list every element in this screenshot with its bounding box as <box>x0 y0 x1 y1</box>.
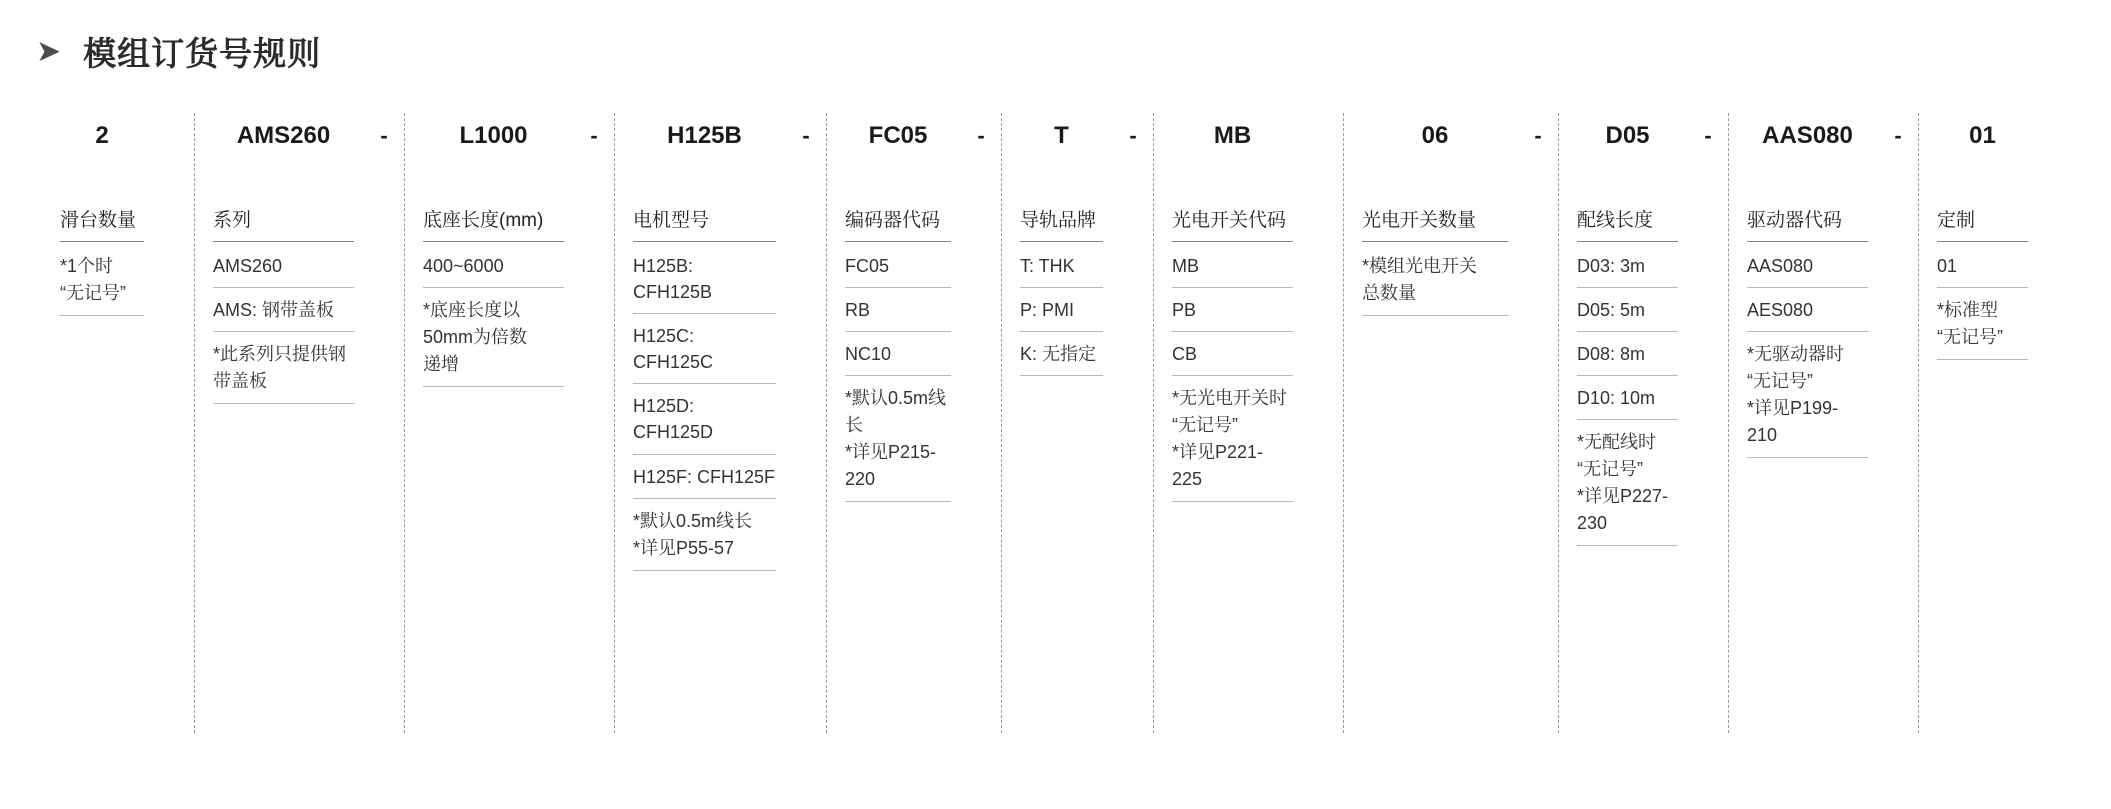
list-item: FC05 <box>845 244 951 288</box>
list-item: AMS: 钢带盖板 <box>213 288 354 332</box>
segment-notes <box>1172 376 1293 502</box>
list-item: AES080 <box>1747 288 1868 332</box>
segment-code: FC05 <box>868 122 928 149</box>
list-item: P: PMI <box>1020 288 1103 332</box>
note-line: *底座长度以 <box>423 300 521 321</box>
segment-items <box>1020 242 1103 376</box>
separator-dash: - <box>977 123 985 148</box>
segment-code: T <box>1054 122 1069 149</box>
segment-heading: 系列 <box>213 159 354 242</box>
separator-dash: - <box>1534 123 1542 148</box>
list-item: H125F: CFH125F <box>633 455 776 499</box>
list-item: CB <box>1172 332 1293 376</box>
list-item: T: THK <box>1020 244 1103 288</box>
segment-heading: 底座长度(mm) <box>423 159 564 242</box>
segment-items <box>845 242 951 502</box>
note-line: *标准型 <box>1937 300 1999 321</box>
note-line: *详见P227- <box>1577 486 1669 507</box>
segment-items <box>633 242 776 571</box>
segment-heading: 编码器代码 <box>845 159 951 242</box>
order-segment-cable-length <box>1558 113 1688 733</box>
order-segment-rail-brand <box>1001 113 1113 733</box>
list-item: D03: 3m <box>1577 244 1678 288</box>
list-item: AAS080 <box>1747 244 1868 288</box>
segment-heading: 滑台数量 <box>60 159 144 242</box>
segment-notes <box>845 376 951 502</box>
list-item: H125B: CFH125B <box>633 244 776 314</box>
arrow-icon: ➤ <box>36 34 62 68</box>
note-line: 225 <box>1172 469 1203 490</box>
segment-notes <box>1747 332 1868 458</box>
list-item: PB <box>1172 288 1293 332</box>
segment-notes <box>1362 244 1508 316</box>
note-line: 50mm为倍数 <box>423 327 528 348</box>
separator-dash: - <box>590 123 598 148</box>
list-item: RB <box>845 288 951 332</box>
note-line: “无记号” <box>60 283 126 303</box>
segment-items <box>1577 242 1678 546</box>
note-line: “无记号” <box>1172 415 1238 436</box>
order-segment-base-length <box>404 113 574 733</box>
segment-notes <box>423 288 564 387</box>
segment-code: D05 <box>1605 122 1650 149</box>
note-line: *1个时 <box>60 256 114 276</box>
note-line: *默认0.5m线长 <box>633 510 753 531</box>
list-item: D05: 5m <box>1577 288 1678 332</box>
separator-dash: - <box>1704 123 1712 148</box>
segment-items <box>1937 242 2028 360</box>
order-segment-motor-model <box>614 113 786 733</box>
segment-code: AAS080 <box>1762 122 1853 149</box>
order-segment-series <box>194 113 364 733</box>
note-line: 总数量 <box>1362 283 1416 303</box>
segment-notes <box>1937 288 2028 360</box>
list-item: NC10 <box>845 332 951 376</box>
segment-code: AMS260 <box>236 122 331 149</box>
note-line: 210 <box>1747 425 1778 446</box>
segment-notes <box>633 499 776 571</box>
order-segment-photo-switch-code <box>1153 113 1303 733</box>
segment-code: 2 <box>95 122 109 149</box>
segment-items <box>1172 242 1293 502</box>
note-line: *详见P215- <box>845 442 937 463</box>
separator-dash: - <box>1894 123 1902 148</box>
separator-dash: - <box>380 123 388 148</box>
note-line: *详见P221- <box>1172 442 1264 463</box>
segment-heading: 定制 <box>1937 159 2028 242</box>
segment-code: MB <box>1213 122 1252 149</box>
segment-code: H125B <box>667 122 742 149</box>
segment-code: L1000 <box>459 122 528 149</box>
list-item: AMS260 <box>213 244 354 288</box>
order-segment-encoder-code <box>826 113 961 733</box>
order-segment-photo-switch-qty <box>1343 113 1518 733</box>
note-line: *无驱动器时 <box>1747 344 1845 365</box>
separator-dash <box>154 113 194 159</box>
page-title-text: 模组订货号规则 <box>83 35 322 72</box>
note-line: “无记号” <box>1937 327 2003 348</box>
note-line: *模组光电开关 <box>1362 256 1478 276</box>
segment-items <box>1747 242 1868 458</box>
note-line: 递增 <box>423 354 459 375</box>
note-line: *默认0.5m线 <box>845 388 947 409</box>
separator-dash: - <box>1129 123 1137 148</box>
segment-notes <box>1577 420 1678 546</box>
segment-heading: 光电开关代码 <box>1172 159 1293 242</box>
order-segment-driver-code <box>1728 113 1878 733</box>
segment-code: 01 <box>1969 122 1996 149</box>
note-line: *此系列只提供钢 <box>213 344 347 365</box>
segment-items <box>213 242 354 404</box>
note-line: *无光电开关时 <box>1172 388 1288 409</box>
segment-notes <box>60 244 144 316</box>
segment-heading: 电机型号 <box>633 159 776 242</box>
segment-items <box>1362 242 1508 316</box>
order-segment-custom <box>1918 113 2038 733</box>
note-line: 220 <box>845 469 876 490</box>
note-line: *详见P199- <box>1747 398 1839 419</box>
note-line: *无配线时 <box>1577 432 1657 453</box>
note-line: 长 <box>845 415 863 436</box>
segment-items <box>60 242 144 316</box>
segment-notes <box>213 332 354 404</box>
note-line: “无记号” <box>1577 459 1643 480</box>
list-item: MB <box>1172 244 1293 288</box>
note-line: 230 <box>1577 513 1608 534</box>
note-line: *详见P55-57 <box>633 537 735 558</box>
segment-heading: 配线长度 <box>1577 159 1678 242</box>
order-code-diagram <box>0 113 2111 753</box>
list-item: D10: 10m <box>1577 376 1678 420</box>
segment-items <box>423 242 564 387</box>
separator-dash: - <box>802 123 810 148</box>
segment-heading: 驱动器代码 <box>1747 159 1868 242</box>
list-item: H125D: CFH125D <box>633 384 776 454</box>
list-item: D08: 8m <box>1577 332 1678 376</box>
separator-dash <box>1303 113 1343 159</box>
segment-code: 06 <box>1421 122 1449 149</box>
list-item: 01 <box>1937 244 2028 288</box>
order-segment-sliders <box>36 113 154 733</box>
list-item: K: 无指定 <box>1020 332 1103 376</box>
note-line: “无记号” <box>1747 371 1813 392</box>
segment-heading: 光电开关数量 <box>1362 159 1508 242</box>
list-item: H125C: CFH125C <box>633 314 776 384</box>
list-item: 400~6000 <box>423 244 564 288</box>
page-title <box>0 0 2111 75</box>
segment-heading: 导轨品牌 <box>1020 159 1103 242</box>
note-line: 带盖板 <box>213 371 267 392</box>
